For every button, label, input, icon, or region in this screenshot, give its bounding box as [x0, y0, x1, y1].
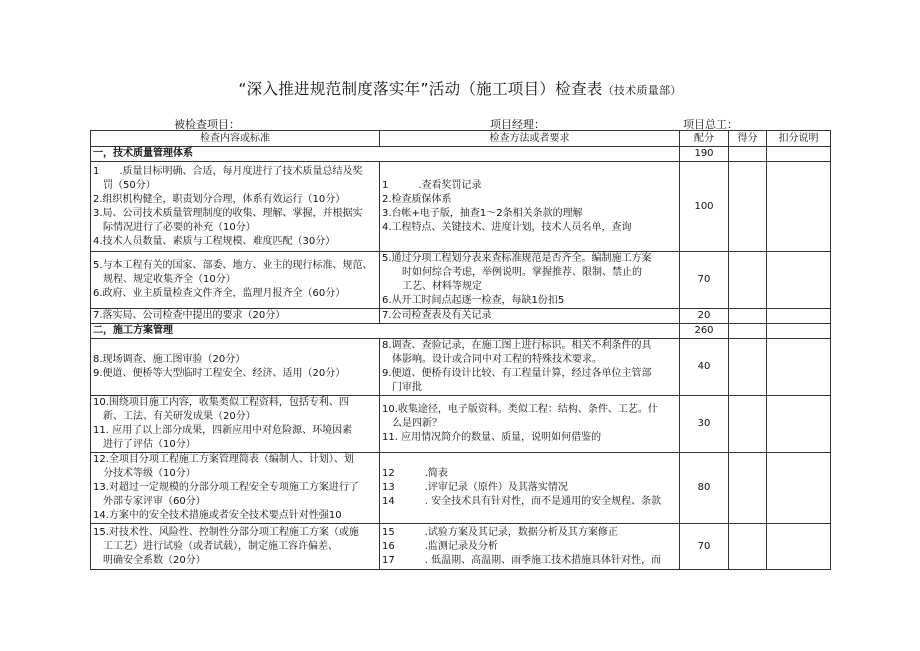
content-line: 明确安全系数（20分） — [93, 554, 206, 566]
method-line: 16 .监测记录及分析 — [382, 540, 498, 552]
row-score: 40 — [680, 339, 729, 396]
method-line: 门审批 — [382, 382, 422, 393]
content-line: 8.现场调查、施工图审验（20分） — [93, 354, 246, 365]
method-line: 15 .试验方案及其记录，数据分析及其方案修正 — [382, 526, 618, 538]
content-line: 9.便道、便桥等大型临时工程安全、经济、适用（20分） — [93, 368, 346, 379]
content-line: 罚（50分） — [93, 179, 156, 191]
table-row — [91, 339, 831, 396]
deduction-cell — [767, 147, 831, 162]
method-line: 时如何综合考虑，举例说明。掌握推荐、限制、禁止的 — [382, 267, 642, 278]
content-line: 11. 应用了以上部分成果，四新应用中对危险源、环境因素 — [93, 425, 353, 436]
method-line: 么是四新？ — [382, 418, 442, 429]
section-title: 一，技术质量管理体系 — [91, 147, 680, 162]
method-line: 体影响。设计或合同中对工程的特殊技术要求。 — [382, 354, 602, 365]
deduction-cell — [767, 524, 831, 570]
method-line: 7.公司检查表及有关记录 — [382, 310, 492, 321]
content-line: 新、工法、有关研发成果（20分） — [93, 411, 256, 422]
table-row — [91, 396, 831, 453]
row-score: 100 — [680, 162, 729, 252]
content-cell — [91, 396, 380, 453]
content-line: 1 .质量目标明确、合适，每月度进行了技术质量总结及奖 — [93, 165, 363, 177]
score-cell — [729, 339, 767, 396]
method-line: 13 .评审记录（原件）及其落实情况 — [382, 482, 568, 493]
chief-engineer-label: 项目总工： — [683, 118, 738, 131]
method-line: 2.检查质保体系 — [382, 193, 452, 205]
method-line: 1 .查看奖罚记录 — [382, 179, 482, 191]
deduction-cell — [767, 324, 831, 339]
content-line: 分技术等级（10分） — [93, 468, 196, 479]
section-title: 二，施工方案管理 — [91, 324, 680, 339]
section-row — [91, 324, 831, 339]
deduction-cell — [767, 453, 831, 524]
method-cell — [380, 252, 680, 309]
row-score: 20 — [680, 309, 729, 324]
method-cell — [380, 162, 680, 252]
table-row — [91, 162, 831, 252]
table-row — [91, 309, 831, 324]
header-deduction: 扣分说明 — [767, 131, 831, 147]
method-line: 5.通过分项工程划分表来查标准规范是否齐全。编制施工方案 — [382, 253, 652, 264]
content-line: 7.落实局、公司检查中提出的要求（20分） — [93, 310, 286, 321]
content-line: 际情况进行了必要的补充（10分） — [93, 221, 256, 233]
content-cell — [91, 309, 380, 324]
content-cell — [91, 162, 380, 252]
method-line: 6.从开工时间点起逐一检查，每缺1份扣5 — [382, 295, 565, 306]
score-cell — [729, 396, 767, 453]
header-content: 检查内容或标准 — [91, 131, 380, 147]
row-score: 30 — [680, 396, 729, 453]
content-line: 外部专家评审（60分） — [93, 496, 206, 507]
content-line: 13.对超过一定规模的分部分项工程安全专项施工方案进行了 — [93, 482, 359, 493]
content-line: 5.与本工程有关的国家、部委、地方、业主的现行标准、规范、 — [93, 260, 373, 271]
method-cell — [380, 309, 680, 324]
method-line: 14 . 安全技术具有针对性，而不是通用的安全规程、条款 — [382, 496, 662, 507]
content-line: 工工艺）进行试验（或者试载），制定施工容许偏差、 — [93, 540, 338, 552]
score-cell — [729, 162, 767, 252]
score-cell — [729, 309, 767, 324]
method-line: 9.便道、便桥有设计比较、有工程量计算，经过各单位主管部 — [382, 368, 652, 379]
method-line: 8.调查、查验记录，在施工图上进行标识。相关不利条件的具 — [382, 340, 652, 351]
deduction-cell — [767, 162, 831, 252]
content-cell — [91, 524, 380, 570]
table-header-row — [91, 131, 831, 147]
content-line: 规程、规定收集齐全（10分） — [93, 274, 236, 285]
table-body — [91, 147, 831, 570]
content-line: 2.组织机构健全，职责划分合理，体系有效运行（10分） — [93, 193, 346, 205]
section-score: 190 — [680, 147, 729, 162]
row-score: 70 — [680, 252, 729, 309]
content-line: 14.方案中的安全技术措施或者安全技术要点针对性强10 — [93, 510, 342, 521]
table-row — [91, 524, 831, 570]
deduction-cell — [767, 252, 831, 309]
content-cell — [91, 453, 380, 524]
row-score: 70 — [680, 524, 729, 570]
content-line: 4.技术人员数量、素质与工程规模、难度匹配（30分） — [93, 235, 336, 247]
method-line: 12 .简表 — [382, 468, 448, 479]
table-row — [91, 252, 831, 309]
header-points: 得分 — [729, 131, 767, 147]
method-cell — [380, 453, 680, 524]
score-cell — [729, 524, 767, 570]
content-line: 12.全项目分项工程施工方案管理简表（编制人、计划）、划 — [93, 454, 354, 465]
title-department: （技术质量部） — [602, 84, 682, 97]
row-score: 80 — [680, 453, 729, 524]
method-line: 11. 应用情况简介的数量、质量，说明如何借鉴的 — [382, 432, 602, 443]
content-cell — [91, 339, 380, 396]
content-cell — [91, 252, 380, 309]
section-row — [91, 147, 831, 162]
method-line: 3.台帐+电子版，抽查1～2条相关条款的理解 — [382, 207, 583, 219]
method-cell — [380, 339, 680, 396]
title-main: “深入推进规范制度落实年”活动（施工项目）检查表 — [238, 80, 603, 98]
deduction-cell — [767, 309, 831, 324]
table-row — [91, 453, 831, 524]
score-cell — [729, 147, 767, 162]
score-cell — [729, 453, 767, 524]
inspection-table — [90, 130, 831, 570]
inspected-project-label: 被检查项目： — [174, 118, 240, 131]
document-title — [0, 77, 920, 99]
content-line: 15.对技术性、风险性、控制性分部分项工程施工方案（或施 — [93, 526, 359, 538]
project-manager-label: 项目经理： — [490, 118, 545, 131]
method-line: 工艺、材料等规定 — [382, 281, 482, 292]
deduction-cell — [767, 396, 831, 453]
method-line: 10.收集途径，电子版资料。类似工程：结构、条件、工艺。什 — [382, 404, 658, 415]
method-line: 4.工程特点、关键技术、进度计划，技术人员名单，查询 — [382, 221, 632, 233]
method-cell — [380, 524, 680, 570]
content-line: 10.围绕项目施工内容，收集类似工程资料，包括专利、四 — [93, 397, 349, 408]
method-cell — [380, 396, 680, 453]
content-line: 3.局、公司技术质量管理制度的收集、理解、掌握，并根据实 — [93, 207, 363, 219]
score-cell — [729, 252, 767, 309]
deduction-cell — [767, 339, 831, 396]
method-line: 17 . 低温期、高温期、雨季施工技术措施具体针对性，而 — [382, 554, 662, 566]
score-cell — [729, 324, 767, 339]
section-score: 260 — [680, 324, 729, 339]
content-line: 6.政府、业主质量检查文件齐全，监理月报齐全（60分） — [93, 288, 346, 299]
header-method: 检查方法或者要求 — [380, 131, 680, 147]
content-line: 进行了评估（10分） — [93, 439, 196, 450]
header-score: 配分 — [680, 131, 729, 147]
